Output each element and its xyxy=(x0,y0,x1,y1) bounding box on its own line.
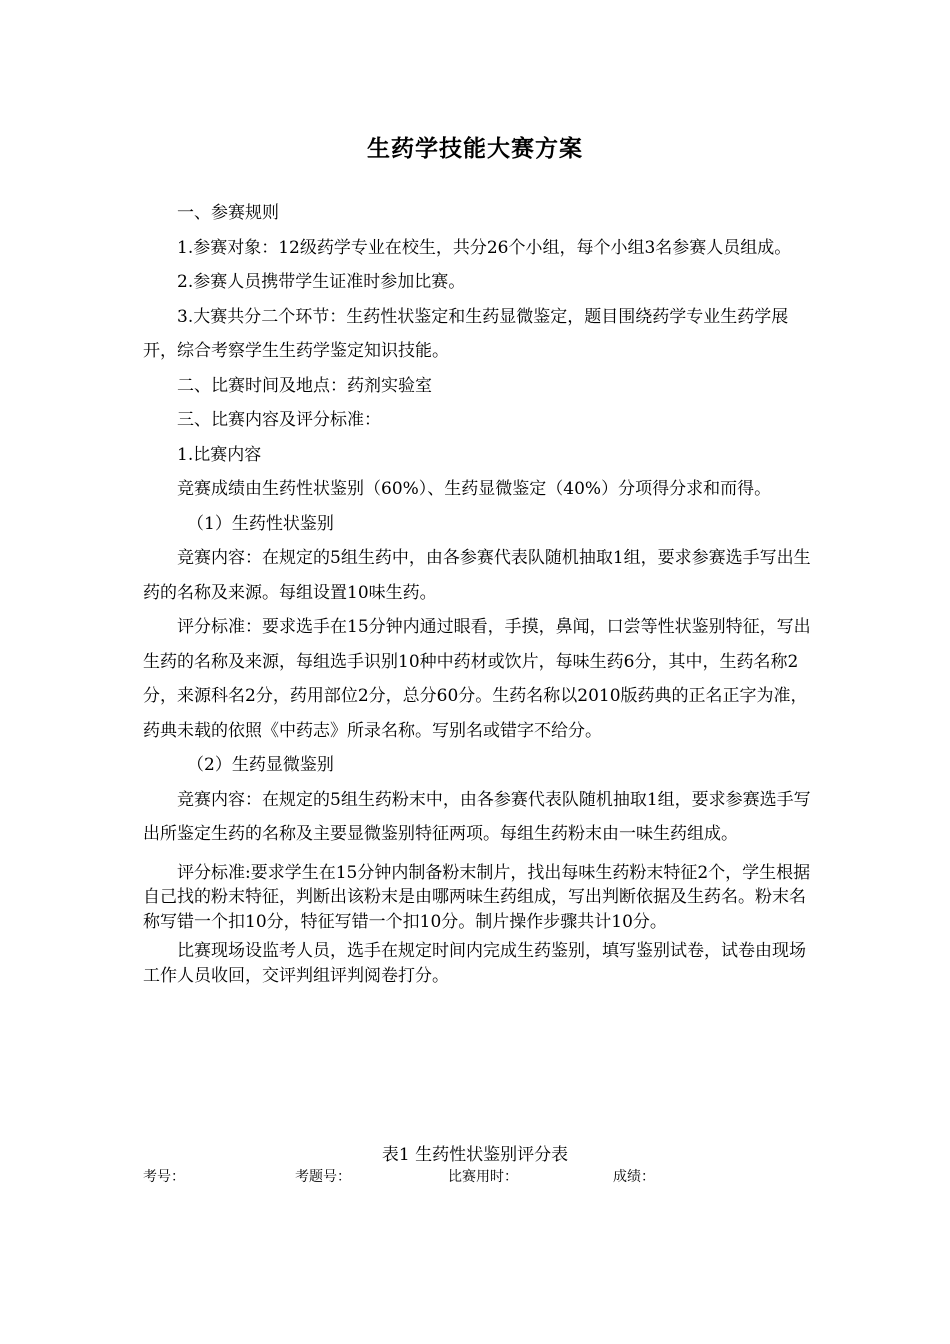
time-used-label: 比赛用时： xyxy=(448,1169,518,1185)
paragraph-supervision: 比赛现场设监考人员，选手在规定时间内完成生药鉴别，填写鉴别试卷，试卷由现场工作人员收回，交评判组评判阅卷打分。 xyxy=(143,941,806,986)
paragraph-character-content: 竞赛内容：在规定的5组生药中，由各参赛代表队随机抽取1组，要求参赛选手写出生药的名称及来源。每组设置10味生药。 xyxy=(143,548,811,603)
paragraph-student-id: 2.参赛人员携带学生证准时参加比赛。 xyxy=(177,272,466,292)
subheading-content: 1.比赛内容 xyxy=(177,444,262,465)
paragraph-stages: 3.大赛共分二个环节：生药性状鉴定和生药显微鉴定，题目围绕药学专业生药学展开，综合考察学生生药学鉴定知识技能。 xyxy=(143,306,789,361)
paragraph-microscopic-content: 竞赛内容：在规定的5组生药粉末中，由各参赛代表队随机抽取1组，要求参赛选手写出所鉴定生药的名称及主要显微鉴别特征两项。每组生药粉末由一味生药组成。 xyxy=(143,789,811,844)
section-heading-content-criteria: 三、比赛内容及评分标准： xyxy=(177,410,381,430)
tight-block xyxy=(143,861,813,989)
paragraph-participants: 1.参赛对象：12级药学专业在校生，共分26个小组，每个小组3名参赛人员组成。 xyxy=(177,237,792,258)
paragraph-character-criteria: 评分标准：要求选手在15分钟内通过眼看，手摸，鼻闻，口尝等性状鉴别特征，写出生药的名称及来源，每组选手识别10种中药材或饮片，每味生药6分，其中，生药名称2分，来源科名2分，药用部位2分，总分60分。生药名称以2010版药典的正名正字为准，药典未载的依照《中药志》所录名称。写别名或错字不给分。 xyxy=(143,617,811,741)
question-number-label: 考题号： xyxy=(295,1169,351,1185)
document-title: 生药学技能大赛方案 xyxy=(367,136,583,162)
exam-number-label: 考号： xyxy=(143,1169,185,1185)
section-heading-time-place: 二、比赛时间及地点：药剂实验室 xyxy=(177,375,432,396)
section-heading-rules: 一、参赛规则 xyxy=(177,203,279,223)
paragraph-score-composition: 竞赛成绩由生药性状鉴别（60%）、生药显微鉴定（40%）分项得分求和而得。 xyxy=(177,479,772,499)
paragraph-microscopic-criteria: 评分标准:要求学生在15分钟内制备粉末制片，找出每味生药粉末特征2个，学生根据自己找的粉末特征，判断出该粉末是由哪两味生药组成，写出判断依据及生药名。粉末名称写错一个扣10分，特征写错一个扣10分。制片操作步骤共计10分。 xyxy=(143,862,811,932)
subheading-microscopic-id: （2）生药显微鉴别 xyxy=(187,755,334,775)
score-label: 成绩： xyxy=(613,1169,655,1185)
subheading-character-id: （1）生药性状鉴别 xyxy=(187,513,334,534)
table-caption: 表1 生药性状鉴别评分表 xyxy=(381,1145,569,1165)
document-body xyxy=(143,196,813,993)
score-sheet-header xyxy=(143,1166,813,1188)
